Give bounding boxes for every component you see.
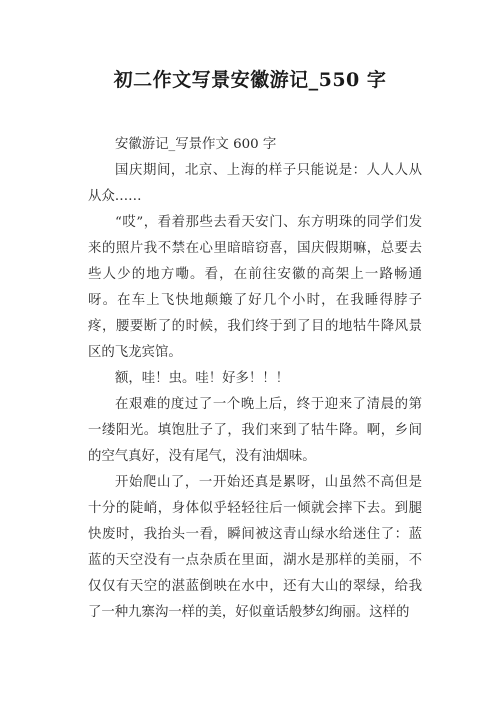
paragraph-1: 国庆期间，北京、上海的样子只能说是：人人人从从众…… (88, 163, 422, 204)
paragraph-subtitle: 安徽游记_写景作文 600 字 (115, 137, 277, 152)
document-title: 初二作文写景安徽游记_550 字 (113, 69, 387, 91)
document-body (88, 132, 422, 626)
paragraph-4: 在艰难的度过了一个晚上后，终于迎来了清晨的第一缕阳光。填饱肚子了，我们来到了牯牛降。啊，乡间的空气真好，没有尾气，没有油烟味。 (88, 397, 422, 464)
paragraph-2: “哎”，看着那些去看天安门、东方明珠的同学们发来的照片我不禁在心里暗暗窃喜，国庆假期嘛，总要去些人少的地方嘞。看，在前往安徽的高架上一路畅通呀。在车上飞快地颠簸了好几个小时，在我睡得脖子疼，腰要断了的时候，我们终于到了目的地牯牛降风景区的飞龙宾馆。 (88, 215, 422, 360)
paragraph-3: 额，哇！虫。哇！好多！！！ (115, 371, 290, 386)
paragraph-5: 开始爬山了，一开始还真是累呀，山虽然不高但是十分的陡峭，身体似乎轻轻往后一倾就会摔下去。到腿快废时，我抬头一看，瞬间被这青山绿水给迷住了：蓝蓝的天空没有一点杂质在里面，湖水是那样的美丽，不仅仅有天空的湛蓝倒映在水中，还有大山的翠绿，给我了一种九寨沟一样的美，好似童话般梦幻绚丽。这样的 (88, 475, 422, 620)
